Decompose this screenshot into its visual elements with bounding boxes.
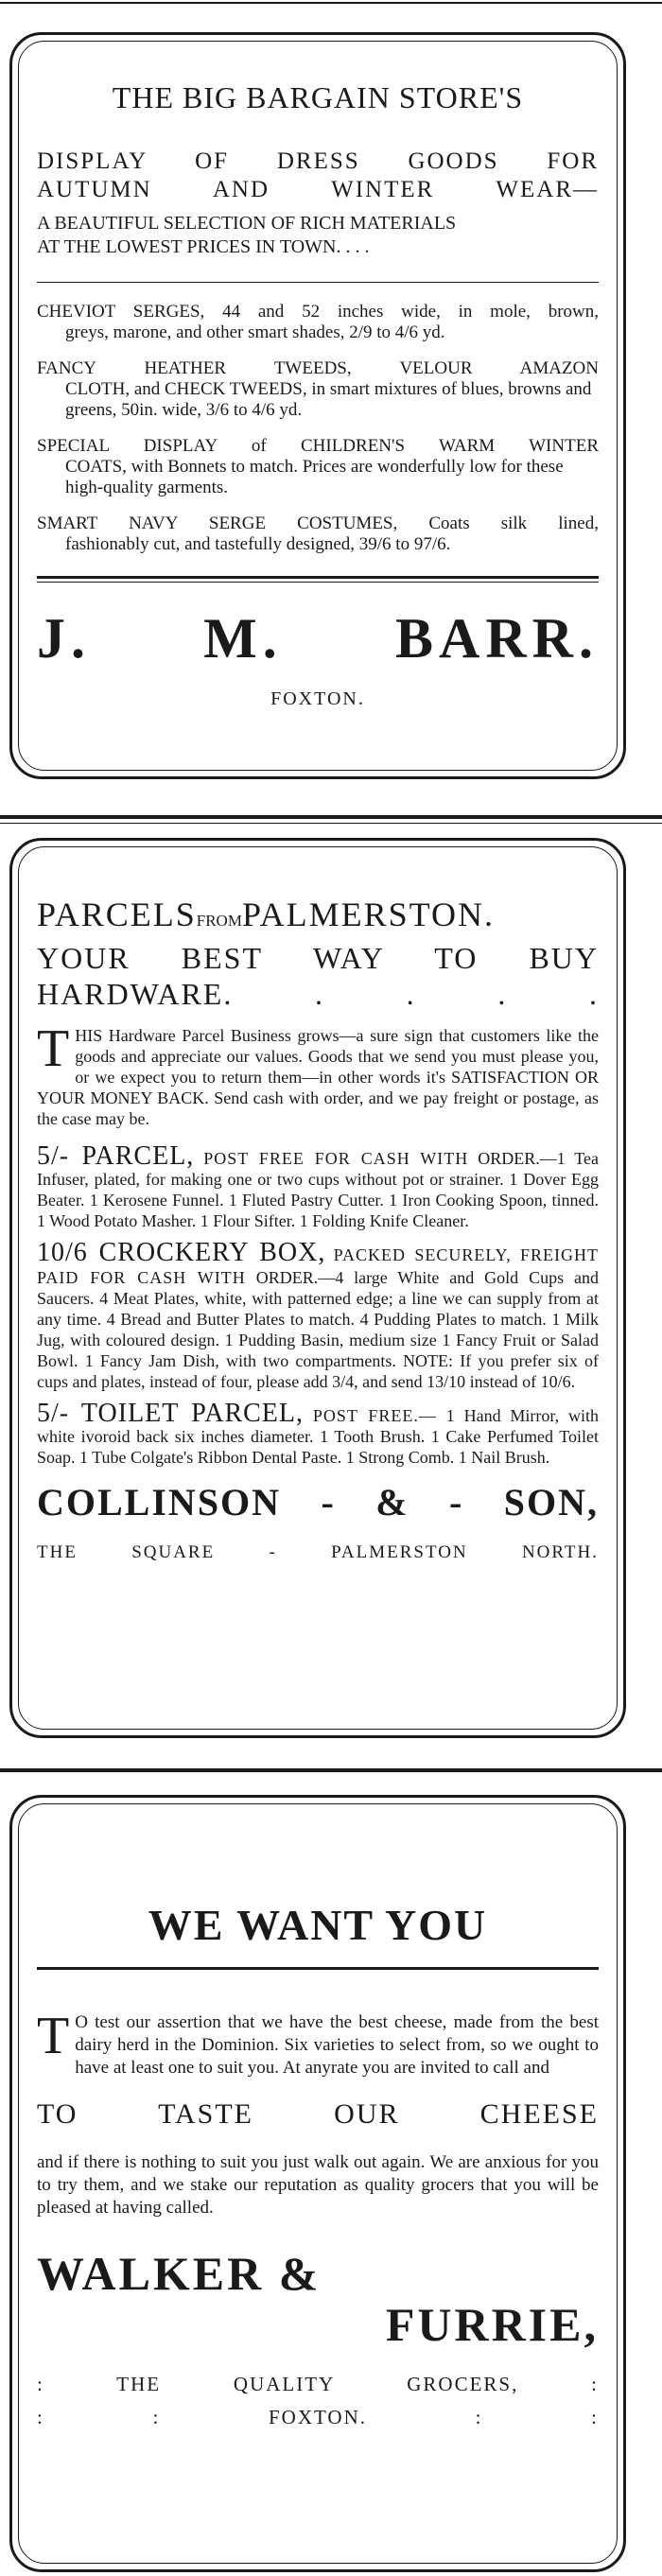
list-item — [37, 1141, 600, 1231]
ad-title-part: PARCELS — [37, 896, 197, 933]
ad-intro-text: O test our assertion that we have the best cheese, made from the best dairy herd in the Dominion. Six varieties to select from, so we ought to have at least one to suit you. At anyrate you are invited to call and — [75, 2012, 599, 2078]
ad-lead — [37, 212, 599, 259]
firm-location: : : FOXTON. : : — [37, 2406, 599, 2428]
item-rest: COATS, with Bonnets to match. Prices are wonderfully low for these high-quality garments. — [65, 457, 564, 497]
item-first-line: CHEVIOT SERGES, 44 and 52 inches wide, in mole, brown, — [37, 302, 599, 322]
advert-walker-furrie — [9, 1795, 626, 2572]
item-body: ORDER.—4 large White and Gold Cups and Saucers. 4 Meat Plates, white, with patterned edge; a line we can supply from at any time. 4 Bread and Butter Plates to match. 4 Pudding Plates to match. 1 Milk Jug, with coloured design. 1 Pudding Basin, medium size 1 Fancy Fruit or Salad Bowl. 1 Fancy Jam Dish, with two compartments. NOTE: If you prefer six of cups and plates, instead of four, please add 3/4, and send 13/10 instead of 10/6. — [37, 1268, 599, 1391]
ad-subtitle — [37, 940, 599, 1012]
item-rest: greys, marone, and other smart shades, 2/9 to 4/6 yd. — [65, 322, 445, 342]
divider — [37, 1967, 599, 1970]
ad-title: WE WANT YOU — [148, 1901, 488, 1949]
item-first-line: SMART NAVY SERGE COSTUMES, Coats silk lined, — [37, 513, 599, 533]
item-first-line: SPECIAL DISPLAY of CHILDREN'S WARM WINTER — [37, 436, 599, 456]
ad-subtitle-line: DISPLAY OF DRESS GOODS FOR — [37, 148, 599, 174]
item-tag: PACKED SECURELY, FREIGHT PAID FOR CASH WITH — [37, 1245, 599, 1287]
advert-collinson — [9, 838, 626, 1738]
ad-title — [37, 896, 599, 940]
list-item — [37, 513, 599, 555]
ad-slogan: TO TASTE OUR CHEESE — [37, 2098, 599, 2130]
firm-name: COLLINSON - & - SON, — [37, 1481, 599, 1523]
ad-title: THE BIG BARGAIN STORE'S — [112, 80, 524, 114]
section-rule — [0, 1768, 662, 1772]
drop-cap: T — [37, 2007, 70, 2065]
list-item — [37, 436, 599, 498]
item-rest: fashionably cut, and tastefully designed, 39/6 to 97/6. — [65, 534, 451, 554]
item-heading: 5/- TOILET PARCEL, — [37, 1399, 305, 1428]
double-divider — [37, 576, 599, 583]
ad-intro — [37, 1019, 599, 1129]
ad-intro — [37, 2007, 599, 2080]
firm-name-line2: FURRIE, — [385, 2298, 599, 2351]
item-tag: POST FREE.— — [312, 1406, 437, 1425]
firm-location: THE SQUARE - PALMERSTON NORTH. — [37, 1542, 599, 1562]
list-item — [37, 1399, 600, 1468]
ad-intro-text: HIS Hardware Parcel Business grows—a sure sign that customers like the goods and appreciate our values. Goods that we send you must please you, or we expect you to return them—in other words it's SATISFACTION OR YOUR MONEY BACK. Send cash with order, and we pay freight or postage, as the case may be. — [37, 1026, 599, 1128]
item-body: 1 Hand Mirror, with white ivoroid back six inches diameter. 1 Tooth Brush. 1 Cake Perfumed Toilet Soap. 1 Tube Colgate's Ribbon Dental Paste. 1 Strong Comb. 1 Nail Brush. — [37, 1406, 600, 1467]
ad-subtitle-line: HARDWARE. . . . . — [37, 977, 599, 1011]
ad-subtitle — [37, 148, 599, 204]
firm-location: FOXTON. — [270, 688, 365, 709]
advert-barr — [9, 32, 626, 779]
item-tag: POST FREE FOR CASH WITH — [203, 1149, 469, 1168]
section-rule — [0, 815, 662, 819]
drop-cap: T — [37, 1019, 70, 1078]
firm-name: J. M. BARR. — [37, 607, 599, 670]
item-first-line: FANCY HEATHER TWEEDS, VELOUR AMAZON — [37, 358, 599, 378]
item-heading: 5/- PARCEL, — [37, 1141, 195, 1171]
ad-lead-line: A BEAUTIFUL SELECTION OF RICH MATERIALS — [37, 213, 457, 234]
divider — [37, 282, 599, 283]
firm-name-line1: WALKER & — [37, 2247, 322, 2300]
item-rest: CLOTH, and CHECK TWEEDS, in smart mixtures of blues, browns and greens, 50in. wide, 3/6 to 4/6 yd. — [65, 379, 592, 420]
ad-title-part: PALMERSTON. — [241, 896, 496, 933]
top-rule — [0, 2, 662, 4]
ad-lead-line: AT THE LOWEST PRICES IN TOWN. . . . — [37, 236, 370, 257]
ad-body: and if there is nothing to suit you just walk out again. We are anxious for you to try them, and we stake our reputation as quality grocers that you will be pleased at having called. — [37, 2152, 599, 2218]
list-item — [37, 358, 599, 421]
item-heading: 10/6 CROCKERY BOX, — [37, 1238, 326, 1267]
list-item — [37, 302, 599, 343]
ad-subtitle-line: YOUR BEST WAY TO BUY — [37, 941, 599, 975]
firm-tagline: : THE QUALITY GROCERS, : — [37, 2373, 599, 2395]
section-rule-thin — [0, 823, 662, 824]
ad-subtitle-line: AUTUMN AND WINTER WEAR— — [37, 177, 599, 202]
ad-title-from: FROM — [196, 912, 242, 930]
item-body: ORDER.—1 Tea Infuser, plated, for making one or two cups without pot or strainer. 1 Dover Egg Beater. 1 Kerosene Funnel. 1 Fluted Pastry Cutter. 1 Iron Cooking Spoon, tinned. 1 Wood Potato Masher. 1 Flour Sifter. 1 Folding Knife Cleaner. — [37, 1149, 600, 1230]
list-item — [37, 1238, 599, 1392]
